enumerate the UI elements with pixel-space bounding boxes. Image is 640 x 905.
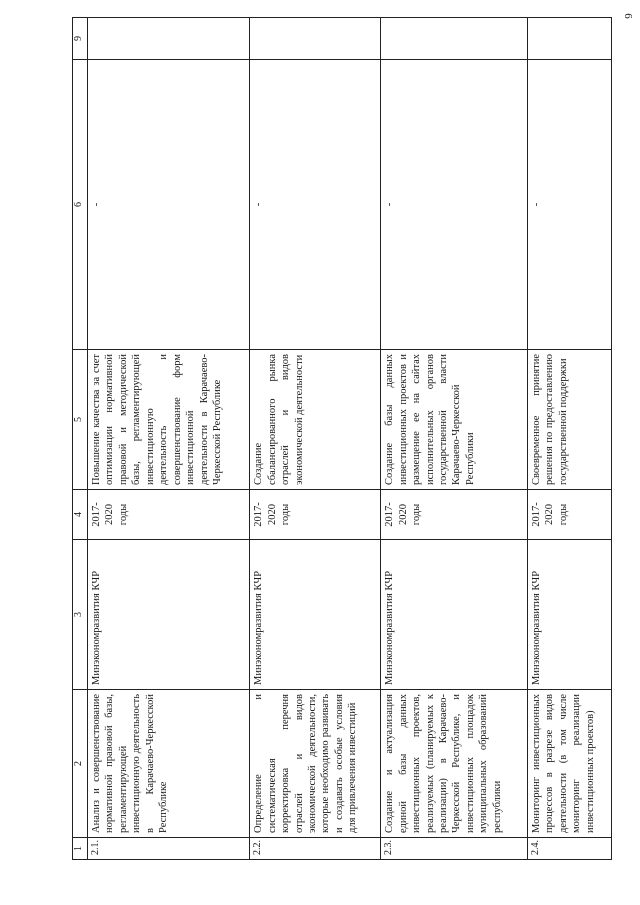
col7-cell [381, 18, 528, 60]
header-cell: 3 [73, 540, 88, 690]
col6-cell: - [88, 60, 250, 350]
measures-table [72, 17, 612, 860]
result-cell: Повышение качества за счет оптимизации нормативной правовой и методической базы, регламентирующей инвестиционную деятельность и совершенствование форм инвестиционной деятельности в Карачаево-Черкесской Республике [88, 350, 250, 490]
table-row [88, 18, 250, 860]
header-cell: 2 [73, 690, 88, 838]
result-cell: Создание сбалансированного рынка отраслей и видов экономической деятельности [250, 350, 381, 490]
col6-cell: - [381, 60, 528, 350]
header-cell: 4 [73, 490, 88, 540]
row-number: 2.3. [381, 838, 528, 860]
header-cell: 6 [73, 60, 88, 350]
table-row [250, 18, 381, 860]
activity-cell: Мониторинг инвестиционных процессов в разрезе видов деятельности (в том числе мониторинг реализации инвестиционных проектов) [527, 690, 611, 838]
executor-cell: Минэкономразвития КЧР [527, 540, 611, 690]
executor-cell: Минэкономразвития КЧР [381, 540, 528, 690]
col7-cell [250, 18, 381, 60]
activity-cell: Создание и актуализация единой базы данных инвестиционных проектов, реализуемых (планируемых к реализации) в Карачаево-Черкесской Республике, и инвестиционных площадок муниципальных образований республики [381, 690, 528, 838]
period-cell: 2017-2020 годы [527, 490, 611, 540]
row-number: 2.4. [527, 838, 611, 860]
result-cell: Своевременное принятие решения по предоставлению государственной поддержки [527, 350, 611, 490]
table-row [381, 18, 528, 860]
executor-cell: Минэкономразвития КЧР [250, 540, 381, 690]
col7-cell [527, 18, 611, 60]
result-cell: Создание базы данных инвестиционных проектов и размещение ее на сайтах исполнительных органов государственной власти Карачаево-Черкесской Республики [381, 350, 528, 490]
col6-cell: - [527, 60, 611, 350]
header-cell: 9 [73, 18, 88, 60]
period-cell: 2017-2020 годы [381, 490, 528, 540]
header-row [73, 18, 88, 860]
executor-cell: Минэкономразвития КЧР [88, 540, 250, 690]
header-cell: 5 [73, 350, 88, 490]
activity-cell: Определение и систематическая корректировка перечня отраслей и видов экономической деятельности, которые необходимо развивать и создавать особые условия для привлечения инвестиций [250, 690, 381, 838]
page-number: 6 [621, 13, 634, 19]
period-cell: 2017-2020 годы [88, 490, 250, 540]
activity-cell: Анализ и совершенствование нормативной правовой базы, регламентирующей инвестиционную деятельность в Карачаево-Черкесской Республике [88, 690, 250, 838]
col6-cell: - [250, 60, 381, 350]
header-cell: 1 [73, 838, 88, 860]
period-cell: 2017-2020 годы [250, 490, 381, 540]
table-row [527, 18, 611, 860]
row-number: 2.1. [88, 838, 250, 860]
row-number: 2.2. [250, 838, 381, 860]
measures-table-wrapper [72, 18, 612, 860]
col7-cell [88, 18, 250, 60]
